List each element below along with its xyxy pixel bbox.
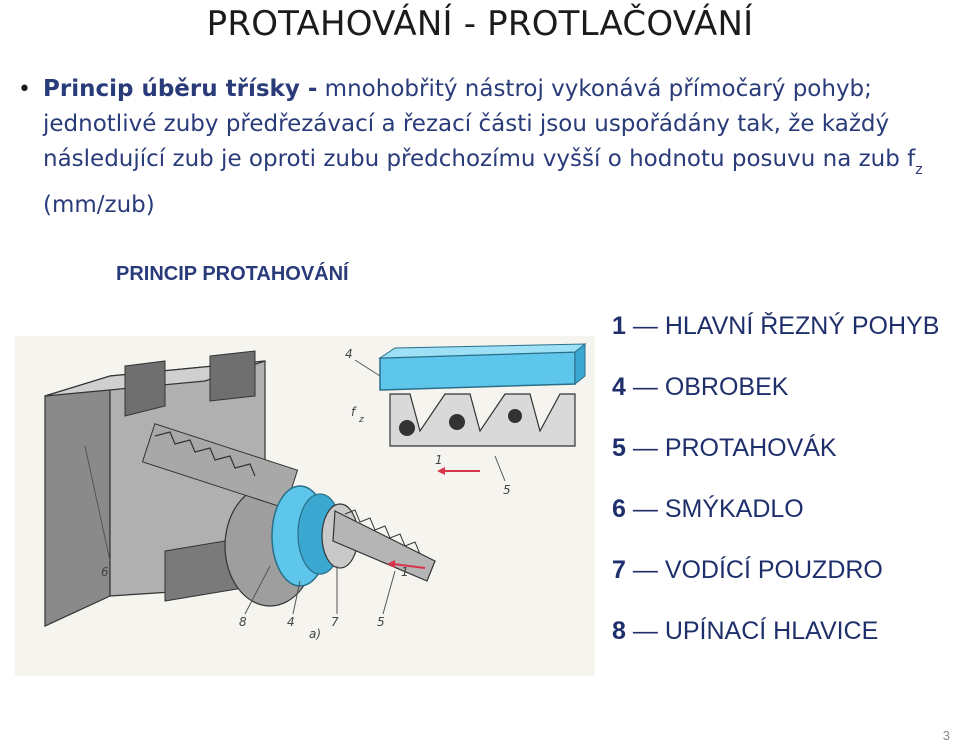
fig-label-4-top: 4 (345, 347, 353, 361)
legend-item: 1 — HLAVNÍ ŘEZNÝ POHYB (612, 312, 940, 340)
fig-label-7: 7 (331, 615, 339, 629)
bullet-paragraph (18, 72, 948, 223)
bullet-body: mnohobřitý nástroj vykonává přímočarý pohyb; jednotlivé zuby předřezávací a řezací části jsou uspořádány tak, že každý následující zub je oproti zubu předchozímu vyšší o hodnotu posuvu na zub f (43, 76, 916, 172)
legend-item: 6 — SMÝKADLO (612, 495, 804, 523)
legend-item: 8 — UPÍNACÍ HLAVICE (612, 617, 879, 645)
fig-label-1: 1 (401, 565, 409, 579)
legend-item: 4 — OBROBEK (612, 373, 789, 401)
legend-item: 7 — VODÍCÍ POUZDRO (612, 556, 883, 584)
section-subheading: PRINCIP PROTAHOVÁNÍ (116, 263, 349, 285)
fig-label-5-top: 5 (503, 483, 511, 497)
detail-chip-2 (449, 414, 465, 430)
fig-label-z: z (359, 415, 364, 425)
slide-slot-2 (210, 351, 255, 401)
slide-slot (125, 361, 165, 416)
fig-label-1-top: 1 (435, 453, 443, 467)
fig-label-f: f (351, 405, 356, 419)
fig-label-4: 4 (287, 615, 295, 629)
fig-label-8: 8 (239, 615, 247, 629)
detail-chip-1 (399, 420, 415, 436)
bullet-dot-icon: • (18, 77, 31, 102)
detail-chip-3 (508, 409, 522, 423)
slide-front-face (45, 376, 110, 626)
bullet-suffix: (mm/zub) (43, 192, 155, 218)
bullet-text (18, 72, 948, 223)
fig-label-5: 5 (377, 615, 385, 629)
bullet-bold-lead: Princip úběru třísky - (43, 76, 318, 102)
detail-workpiece (380, 352, 575, 390)
bullet-subscript: z (915, 162, 923, 178)
page-number: 3 (942, 728, 950, 743)
fig-label-6: 6 (101, 565, 109, 579)
slide-title: PROTAHOVÁNÍ - PROTLAČOVÁNÍ (206, 4, 754, 44)
legend-item: 5 — PROTAHOVÁK (612, 434, 837, 462)
fig-label-a: a) (309, 627, 322, 641)
broaching-illustration (15, 336, 595, 676)
